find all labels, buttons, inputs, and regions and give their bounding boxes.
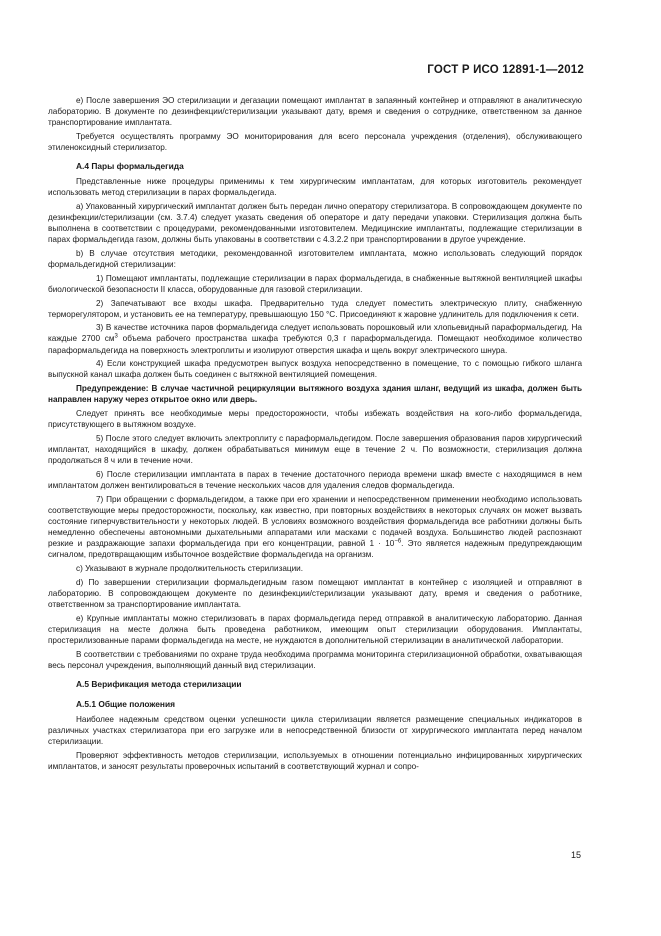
superscript: −6 [394,538,402,545]
section-heading-a51: А.5.1 Общие положения [76,698,175,709]
paragraph-a4-intro: Представленные ниже процедуры применимы к тем хирургическим имплантатам, для которых изготовитель рекомендует использовать метод стерилизации в парах формальдегида. [48,176,582,197]
paragraph-a51-1: Наиболее надежным средством оценки успешности цикла стерилизации является размещение специальных индикаторов в различных участках стерилизатора при его загрузке или в непосредственной близости от хирургического имплантата перед началом стерилизации. [48,714,582,746]
paragraph-b3-text-cont: объема рабочего пространства шкафа требуются 0,3 г параформальдегида. Помещают необходимое количество параформальдегида на поверхность электроплиты и изолируют отверстия шкафа и щель вокруг электрического шнура. [48,334,583,355]
paragraph-a: а) Упакованный хирургический имплантат должен быть передан лично оператору стерилизатора. В сопровождающем документе по дезинфекции/стерилизации (см. 3.7.4) следует указать сведения об операторе и дату передачи упаковки. Стерилизация должна быть выполнена в соответствии с процедурами, рекомендованными изготовителем. Медицинские имплантаты, подлежащие стерилизации в парах формальдегида газом, должны быть упакованы в соответствии с 4.3.2.2 при транспортировании в другое учреждение. [48,201,582,244]
paragraph-safety: В соответствии с требованиями по охране труда необходима программа мониторинга стерилизационной обработки, охватывающая весь персонал учреждения, выполняющий данный вид стерилизации. [48,649,582,670]
paragraph-b3-text: 3) В качестве источника паров формальдегида следует использовать порошковый или хлопьевидный параформальдегид. На каждые 2700 см [48,323,582,344]
paragraph-b2: 2) Запечатывают все входы шкафа. Предварительно туда следует поместить электрическую плиту, снабженную терморегулятором, и установить ее на температуру, превышающую 150 °С. Присоединяют к жаровне удлинитель для подключения к сети. [48,298,582,319]
paragraph-eo-monitoring: Требуется осуществлять программу ЭО мониторирования для всего персонала учреждения (отделения), обслуживающего этиленоксидный стерилизатор. [48,131,582,152]
paragraph-b3 [48,322,582,355]
section-heading-a5: А.5 Верификация метода стерилизации [76,678,242,689]
paragraph-d: d) По завершении стерилизации формальдегидным газом помещают имплантат в контейнер с изоляцией и отправляют в лабораторию. В сопровождающем документе по дезинфекции/стерилизации указывают дату, время и сведения о работнике, ответственном за транспортирование имплантата. [48,577,582,609]
paragraph-precaution: Следует принять все необходимые меры предосторожности, чтобы избежать воздействия на кого-либо формальдегида, присутствующего в вытяжном воздухе. [48,409,582,430]
paragraph-b: b) В случае отсутствия методики, рекомендованной изготовителем имплантата, можно использовать следующий порядок формальдегидной стерилизации: [48,248,582,269]
paragraph-b4: 4) Если конструкцией шкафа предусмотрен выпуск воздуха непосредственно в помещение, то с помощью гибкого шланга выпускной канал шкафа должен быть соединен с вытяжной вентиляцией помещения. [48,359,582,380]
paragraph-c: c) Указывают в журнале продолжительность стерилизации. [76,563,303,573]
paragraph-b7-text: 7) При обращении с формальдегидом, а также при его хранении и непосредственном применении необходимо использовать соответствующие меры предосторожности, поскольку, как известно, при повторных воздействиях в некоторых случаях он может вызвать состояние гиперчувствительности у некоторых людей. В условиях возможного воздействия формальдегида все работники должны быть немедленно обеспечены автономными дыхательными аппаратами или масками с подачей воздуха. Большинство людей распознают резкие и раздражающие запахи формальдегида при его концентрации, равной 1 · 10 [48,494,582,549]
warning-paragraph: Предупреждение: В случае частичной рециркуляции вытяжного воздуха здания шланг, ведущий из шкафа, должен быть направлен наружу через открытое окно или дверь. [48,384,582,405]
paragraph-b7 [48,494,582,560]
paragraph-b6: 6) После стерилизации имплантата в парах в течение достаточного периода времени шкаф вместе с находящимся в нем имплантатом должен вентилироваться в течение нескольких часов для удаления следов формальдегида. [48,469,582,491]
paragraph-b5: 5) После этого следует включить электроплиту с параформальдегидом. После завершения образования паров хирургический имплантат, находящийся в шкафу, должен обрабатываться минимум еще в течение 2 ч. По возможности, стерилизация должна продолжаться 8 ч или в течение ночи. [48,434,582,466]
document-body [48,95,582,774]
paragraph-b1: 1) Помещают имплантаты, подлежащие стерилизации в парах формальдегида, в снабженные вытяжной вентиляцией шкафы биологической безопасности II класса, оборудованные для газовой стерилизации. [48,273,582,294]
paragraph-e-large: e) Крупные имплантаты можно стерилизовать в парах формальдегида перед отправкой в аналитическую лабораторию. Данная стерилизация на месте должна быть проведена работником, имеющим опыт стерилизации оборудования. Имплантаты, простерилизованные парами формальдегида на месте, не нуждаются в дополнительной стерилизации в аналитической лаборатории. [48,613,582,645]
paragraph-e-eo: e) После завершения ЭО стерилизации и дегазации помещают имплантат в запаянный контейнер и отправляют в аналитическую лабораторию. В документе по дезинфекции/стерилизации указывают дату, время и сведения о сотруднике, ответственном за данное транспортирование имплантата. [48,96,582,128]
superscript: 3 [114,333,118,340]
section-heading-a4: А.4 Пары формальдегида [76,160,184,171]
standard-header: ГОСТ Р ИСО 12891-1—2012 [427,64,584,76]
paragraph-b7-text-cont: . Это является надежным предупреждающим сигналом, предотвращающим избыточное воздействие формальдегида на организм. [48,539,582,560]
page-number: 15 [570,850,581,860]
paragraph-a51-2: Проверяют эффективность методов стерилизации, используемых в отношении потенциально инфицированных хирургических имплантатов, и заносят результаты проверочных испытаний в соответствующий журнал и сопро- [48,750,582,771]
